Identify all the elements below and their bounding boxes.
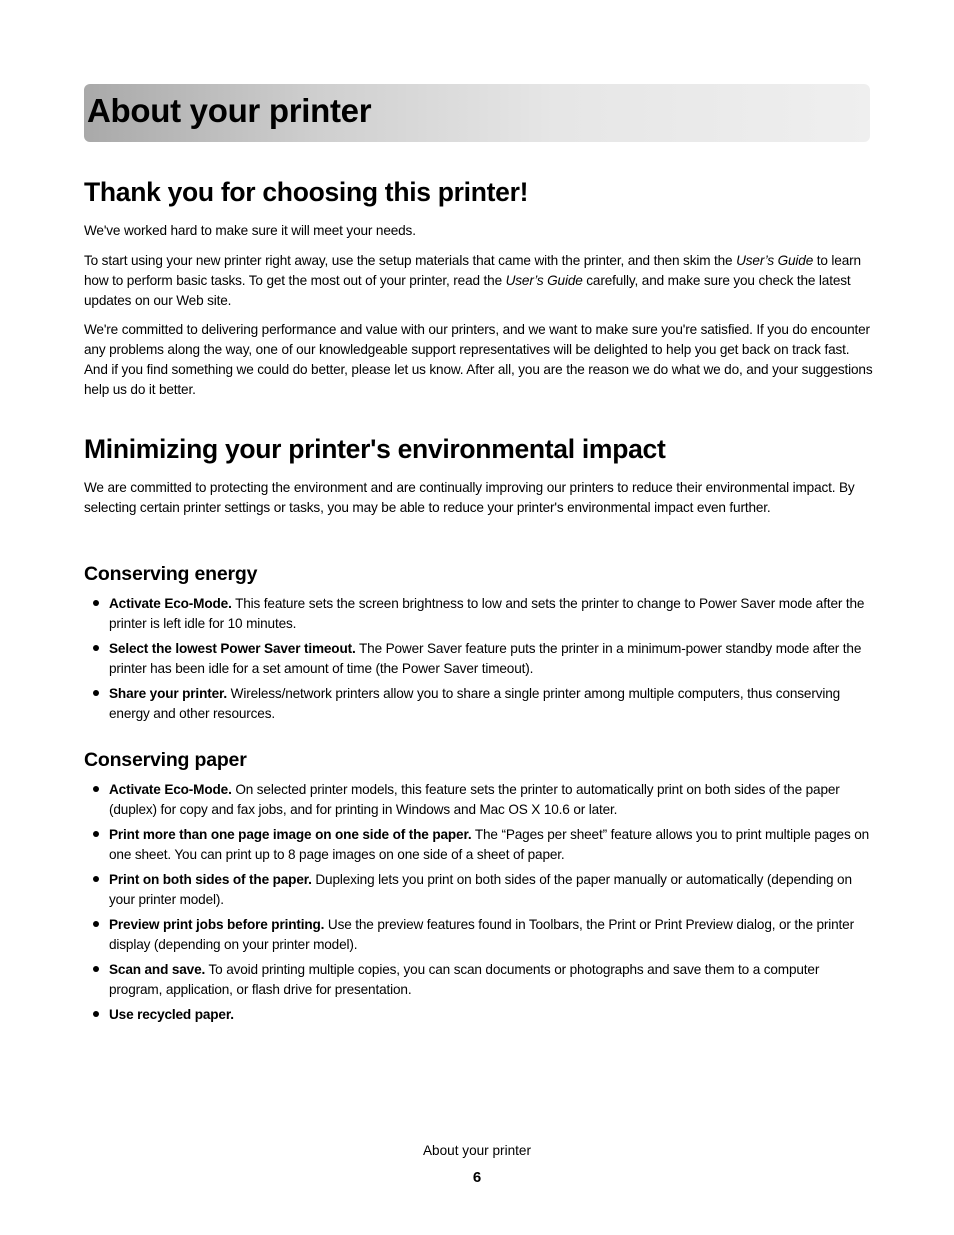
list-item: Activate Eco‑Mode. On selected printer models, this feature sets the printer to automatically print on both sides of the paper (duplex) for copy and fax jobs, and for printing in Windows and Mac OS X 10.6 or later. — [84, 780, 874, 820]
list-item: Print on both sides of the paper. Duplexing lets you print on both sides of the paper manually or automatically (depending on your printer model). — [84, 870, 874, 910]
list-item: Share your printer. Wireless/network printers allow you to share a single printer among multiple computers, thus conserving energy and other resources. — [84, 684, 874, 724]
footer-label: About your printer — [422, 1143, 532, 1158]
thanks-paragraph-2: To start using your new printer right away, use the setup materials that came with the printer, and then skim the User’s Guide to learn how to perform basic tasks. To get the most out of your printer, read the User’s Guide carefully, and make sure you check the latest updates on our Web site. — [84, 253, 861, 308]
energy-list — [84, 594, 874, 729]
list-item: Scan and save. To avoid printing multiple copies, you can scan documents or photographs and save them to a computer program, application, or flash drive for presentation. — [84, 960, 874, 1000]
list-item: Preview print jobs before printing. Use the preview features found in Toolbars, the Print or Print Preview dialog, or the printer display (depending on your printer model). — [84, 915, 874, 955]
environment-intro: We are committed to protecting the environment and are continually improving our printers to reduce their environmental impact. By selecting certain printer settings or tasks, you may be able to reduce your printer's environmental impact even further. — [84, 480, 855, 515]
subheading-conserving-paper: Conserving paper — [84, 749, 247, 771]
chapter-title: About your printer — [87, 92, 372, 129]
thanks-paragraph-3: We're committed to delivering performance and value with our printers, and we want to make sure you're satisfied. If you do encounter any problems along the way, one of our knowledgeable support representatives will be delighted to help you get back on track fast. And if you find something we could do better, please let us know. After all, you are the reason we do what we do, and your suggestions help us do it better. — [84, 322, 873, 397]
list-item: Select the lowest Power Saver timeout. The Power Saver feature puts the printer in a minimum‑power standby mode after the printer has been idle for a set amount of time (the Power Saver timeout). — [84, 639, 874, 679]
paper-list — [84, 780, 874, 1030]
list-item: Print more than one page image on one side of the paper. The “Pages per sheet” feature allows you to print multiple pages on one sheet. You can print up to 8 page images on one side of a sheet of paper. — [84, 825, 874, 865]
subheading-conserving-energy: Conserving energy — [84, 563, 258, 585]
chapter-banner — [84, 84, 870, 142]
section-heading-thanks: Thank you for choosing this printer! — [84, 177, 529, 207]
page-number: 6 — [472, 1169, 482, 1186]
section-heading-environment: Minimizing your printer's environmental impact — [84, 434, 666, 464]
list-item: Activate Eco‑Mode. This feature sets the screen brightness to low and sets the printer to change to Power Saver mode after the printer is left idle for 10 minutes. — [84, 594, 874, 634]
list-item: Use recycled paper. — [84, 1005, 874, 1025]
thanks-paragraph-1: We've worked hard to make sure it will meet your needs. — [84, 223, 416, 238]
